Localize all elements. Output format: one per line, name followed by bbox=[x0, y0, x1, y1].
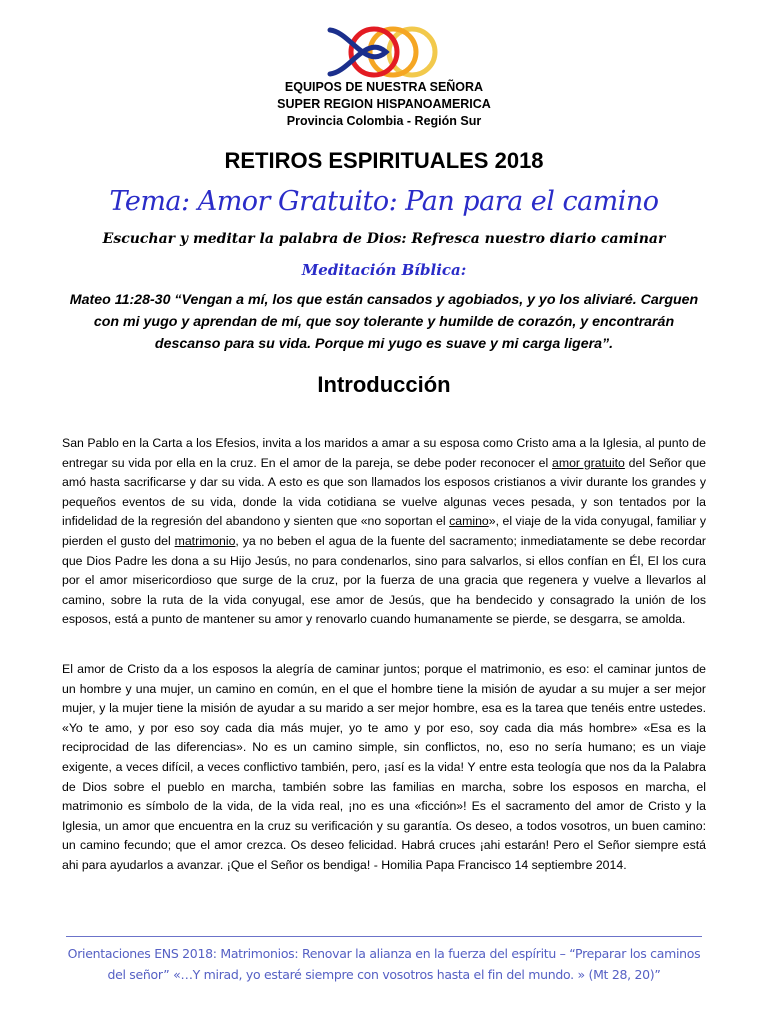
org-region-line: SUPER REGION HISPANOAMERICA bbox=[277, 97, 491, 111]
org-name-line: EQUIPOS DE NUESTRA SEÑORA bbox=[284, 80, 484, 94]
paragraph-text: San Pablo en la Carta a los Efesios, invita a los maridos a amar a su esposa como Cristo ama a la Iglesia, al punto de entregar su vida por ella en la cruz. En el amor de la pareja, se debe poder reconocer el bbox=[62, 436, 706, 470]
underlined-phrase: camino bbox=[449, 514, 489, 529]
bible-quote: Mateo 11:28-30 “Vengan a mí, los que están cansados y agobiados, y yo los aliviaré. Carguen con mi yugo y aprendan de mí, que soy tolerante y humilde de corazón, y encontrarán descanso para su vida. Porque mi yugo es suave y mi carga ligera”. bbox=[69, 292, 699, 352]
page-footer: Orientaciones ENS 2018: Matrimonios: Renovar la alianza en la fuerza del espíritu – “Preparar los caminos del señor” «…Y mirad, yo estaré siempre con vosotros hasta el fin del mundo. » (Mt 28, 20)” bbox=[67, 946, 701, 982]
paragraph-1 bbox=[62, 434, 706, 630]
paragraph-text: », el viaje de la vida conyugal, familiar y pierden el gusto del bbox=[62, 514, 706, 548]
paragraph-text: del Señor que amó hasta sacrificarse y dar su vida. A esto es que son llamados los esposos cristianos a vivir durante los grandes y pequeños eventos de su vida, donde la vida cotidiana se vuelve algunas veces pesada, y son tentados por la infidelidad de la regresión del abandono y sienten que «no soportan el bbox=[62, 455, 707, 529]
theme-title: Tema: Amor Gratuito: Pan para el camino bbox=[109, 186, 659, 217]
meditation-heading: Meditación Bíblica: bbox=[301, 261, 467, 279]
ens-logo-icon bbox=[326, 22, 442, 82]
paragraph-2: El amor de Cristo da a los esposos la alegría de caminar juntos; porque el matrimonio, es eso: el caminar juntos de un hombre y una mujer, un camino en común, en el que el hombre tiene la misión de ayudar a su mujer a ser mejor mujer, y la mujer tiene la misión de ayudar a su marido a ser mejor hombre, esa es la tarea que tenéis entre ustedes. «Yo te amo, y por eso soy cada dia más mujer, yo te amo y por eso, soy cada dia más hombre» «Esa es la reciprocidad de las diferencias». No es un camino simple, sin conflictos, no, eso no sería humano; es un viaje exigente, a veces difícil, a veces conflictivo también, pero, ¡así es la vida! Y entre esta teología que nos da la Palabra de Dios sobre el pueblo en marcha, también sobre las familias en marcha, sobre los esposos en marcha, el matrimonio es símbolo de la vida, de la vida real, ¡no es una «ficción»! Es el sacramento del amor de Cristo y la Iglesia, un amor que encuentra en la cruz su verificación y su garantía. Os deseo, a todos vosotros, un buen camino: un camino fecundo; que el amor crezca. Os deseo felicidad. Habrá cruces ¡ahi estarán! Pero el Señor siempre está ahi para ayudarlos a avanzar. ¡Que el Señor os bendiga! - Homilia Papa Francisco 14 septiembre 2014. bbox=[62, 662, 706, 872]
org-province-line: Provincia Colombia - Región Sur bbox=[286, 114, 482, 128]
document-title: RETIROS ESPIRITUALES 2018 bbox=[224, 148, 544, 173]
section-heading-introduccion: Introducción bbox=[317, 372, 451, 397]
underlined-phrase: matrimonio bbox=[174, 533, 236, 548]
paragraph-text: , ya no beben el agua de la fuente del sacramento; inmediatamente se debe recordar que Dios Padre les dona a su Hijo Jesús, no para condenarlos, sino para salvarlos, si ellos confían en Él, El los cura por el amor misericordioso que surge de la cruz, por la fuerza de una gracia que regenera y vuelve a llevarlos al camino, sobre la ruta de la vida conyugal, ese amor de Jesús, que ha bendecido y consagrado la unión de los esposos, está a punto de mantener su amor y renovarlo cuando humanamente se pierde, se desgarra, se amolda. bbox=[62, 533, 706, 627]
footer-divider bbox=[66, 936, 702, 937]
theme-subtitle: Escuchar y meditar la palabra de Dios: Refresca nuestro diario caminar bbox=[102, 231, 666, 247]
underlined-phrase: amor gratuito bbox=[552, 455, 625, 470]
